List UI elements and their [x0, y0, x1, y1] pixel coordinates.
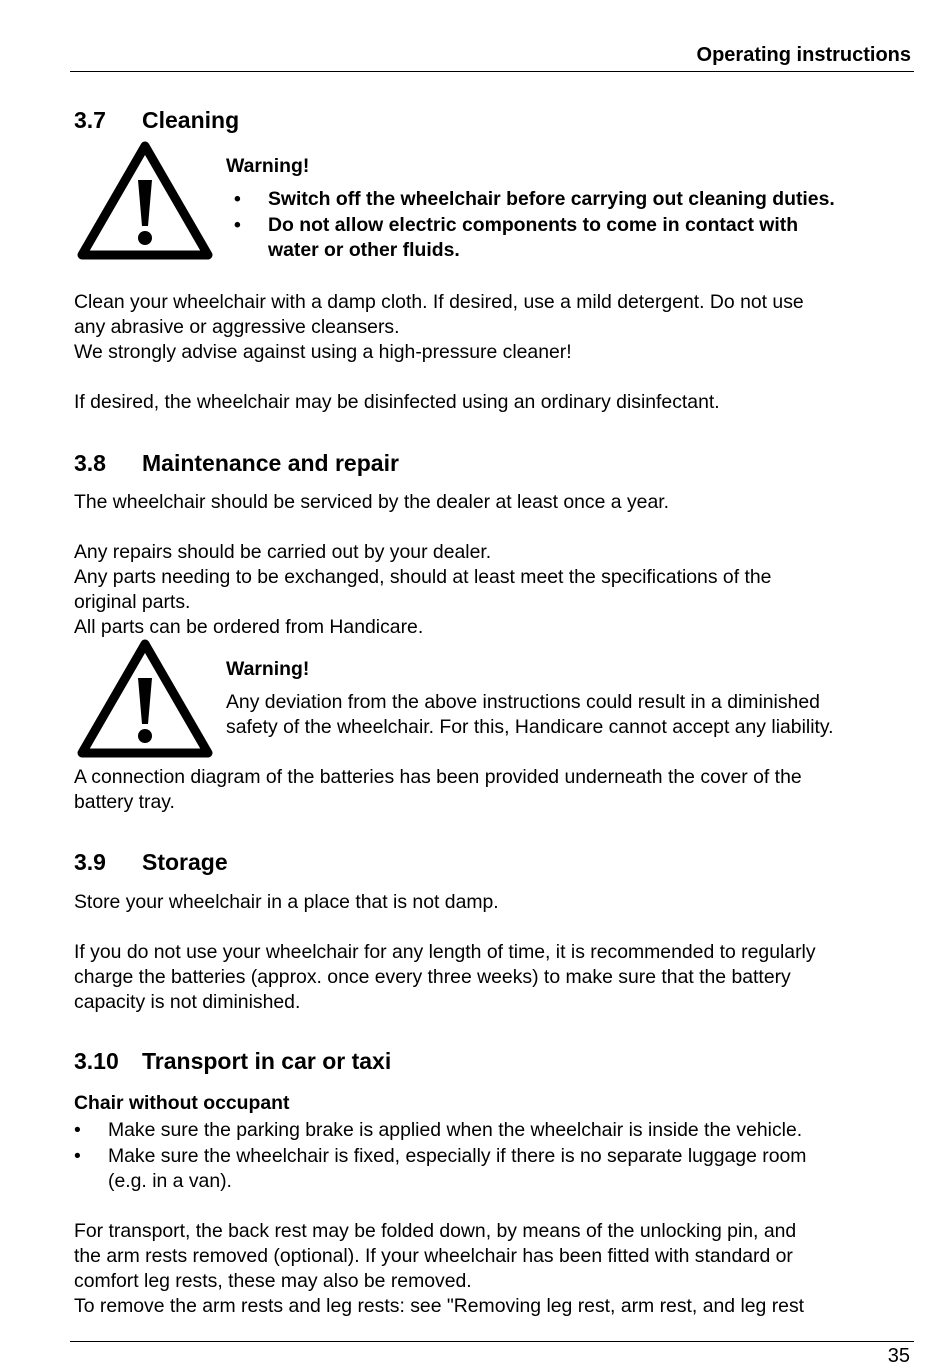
paragraph: Clean your wheelchair with a damp cloth. If desired, use a mild detergent. Do not use any abrasive or aggressive cleansers. We strongly advise against using a high-pressure cleaner! [74, 291, 804, 363]
paragraph: Store your wheelchair in a place that is not damp. [74, 891, 499, 913]
section-title: Transport in car or taxi [142, 1048, 392, 1074]
footer-rule [70, 1341, 914, 1342]
section-title: Storage [142, 849, 228, 875]
paragraph: If desired, the wheelchair may be disinfected using an ordinary disinfectant. [74, 391, 720, 413]
list-item: • Do not allow electric components to come in contact with [234, 213, 799, 236]
section-heading-cleaning [74, 107, 239, 134]
warning-triangle-icon [74, 138, 216, 262]
header-rule [70, 71, 914, 72]
warning-list [226, 187, 835, 264]
warning-title: Warning! [226, 658, 310, 680]
section-number: 3.9 [74, 849, 106, 875]
list-item: • Make sure the parking brake is applied when the wheelchair is inside the vehicle. [74, 1119, 803, 1141]
list-item-continuation: (e.g. in a van). [108, 1170, 232, 1192]
section-number: 3.7 [74, 107, 106, 133]
section-number: 3.8 [74, 450, 106, 476]
list-item: • Switch off the wheelchair before carrying out cleaning duties. [234, 188, 835, 210]
page-number: 35 [887, 1345, 910, 1367]
running-header: Operating instructions [696, 44, 911, 66]
paragraph: A connection diagram of the batteries has been provided underneath the cover of the battery tray. [74, 766, 802, 813]
paragraph: For transport, the back rest may be folded down, by means of the unlocking pin, and the arm rests removed (optional). If your wheelchair has been fitted with standard or comfort leg rests, these may also be removed. To remove the arm rests and leg rests: see "Removing leg rest, arm rest, and leg rest [74, 1220, 805, 1317]
warning-triangle-icon [74, 636, 216, 760]
warning-text: Any deviation from the above instructions could result in a diminished safety of the wheelchair. For this, Handicare cannot accept any liability. [226, 691, 834, 738]
paragraph: Any repairs should be carried out by your dealer. Any parts needing to be exchanged, should at least meet the specifications of the original parts. All parts can be ordered from Handicare. [74, 541, 772, 638]
section-heading-maintenance [74, 450, 399, 477]
transport-list [74, 1118, 806, 1195]
section-title: Cleaning [142, 107, 240, 133]
warning-title: Warning! [226, 155, 310, 177]
section-heading-storage [74, 849, 228, 876]
paragraph: The wheelchair should be serviced by the dealer at least once a year. [74, 491, 670, 513]
section-heading-transport [74, 1048, 391, 1075]
paragraph: If you do not use your wheelchair for any length of time, it is recommended to regularly charge the batteries (approx. once every three weeks) to make sure that the battery capacity is not diminished. [74, 941, 816, 1013]
subheading: Chair without occupant [74, 1092, 290, 1114]
list-item: • Make sure the wheelchair is fixed, especially if there is no separate luggage room [74, 1144, 807, 1167]
section-title: Maintenance and repair [142, 450, 399, 476]
list-item-continuation: water or other fluids. [268, 239, 460, 261]
section-number: 3.10 [74, 1048, 119, 1074]
